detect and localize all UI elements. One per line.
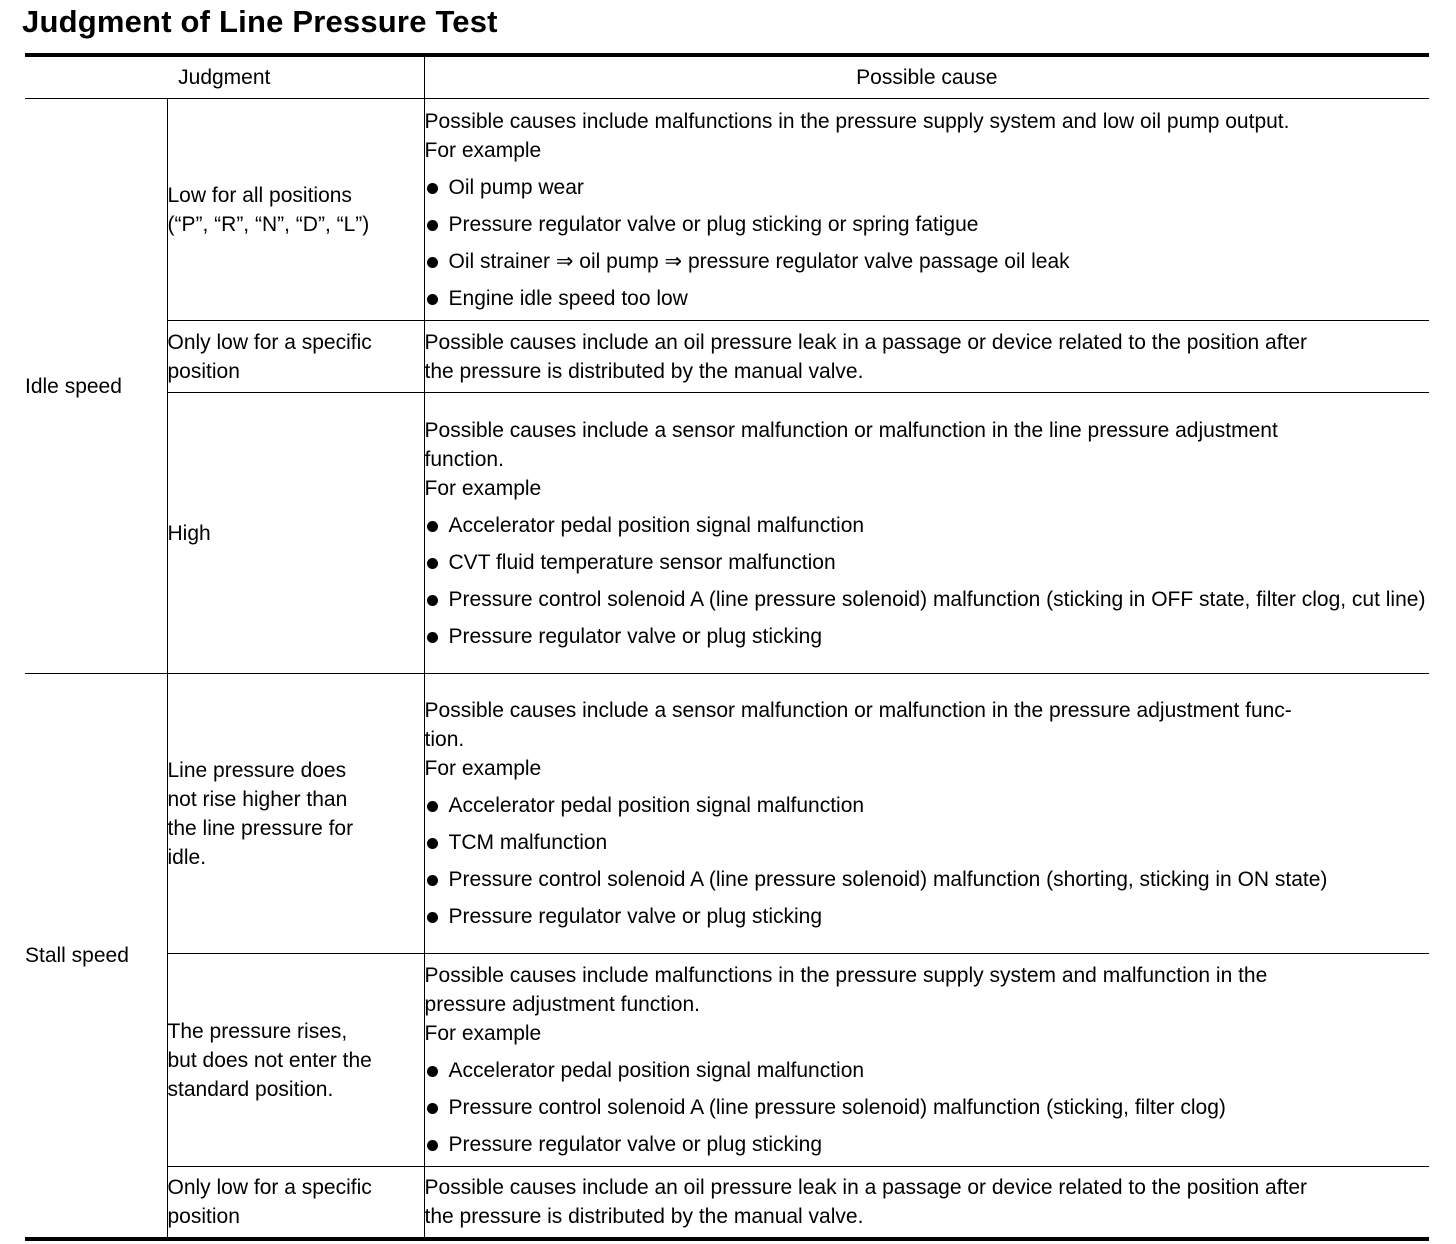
- cause-cell: [424, 954, 1429, 1167]
- table-row: [25, 99, 1429, 321]
- judgment-line: but does not enter the: [167, 1048, 372, 1072]
- cause-list: [425, 173, 1430, 313]
- cause-list-item: Pressure regulator valve or plug sticking: [425, 622, 1430, 651]
- cause-cell: [424, 321, 1429, 393]
- judgment-line: Line pressure does: [167, 758, 347, 782]
- cause-list-item: CVT fluid temperature sensor malfunction: [425, 548, 1430, 577]
- cause-text: function.: [424, 447, 504, 471]
- cause-list-item: Oil pump wear: [425, 173, 1430, 202]
- judgment-line: position: [167, 1204, 240, 1228]
- cause-text: Possible causes include malfunctions in the pressure supply system and low oil pump output.: [424, 109, 1290, 133]
- table-row: [25, 1167, 1429, 1239]
- table-row: [25, 954, 1429, 1167]
- cause-text: For example: [424, 1022, 542, 1045]
- page-title: Judgment of Line Pressure Test: [22, 4, 498, 39]
- cause-cell: [424, 674, 1429, 954]
- judgment-header: Judgment: [25, 55, 424, 99]
- judgment-line: not rise higher than: [167, 787, 348, 811]
- judgment-line: position: [167, 359, 240, 383]
- cause-list-item: Accelerator pedal position signal malfunction: [425, 791, 1430, 820]
- cause-text: Possible causes include a sensor malfunction or malfunction in the pressure adjustment func-: [424, 699, 1292, 722]
- cause-text: Possible causes include a sensor malfunction or malfunction in the line pressure adjustment: [424, 418, 1278, 442]
- cause-text: the pressure is distributed by the manual valve.: [424, 359, 864, 383]
- line-pressure-judgment-table: [25, 53, 1429, 1241]
- cause-text: For example: [424, 138, 542, 162]
- judgment-cell: [167, 954, 424, 1167]
- cause-list: [425, 1056, 1430, 1159]
- judgment-line: (“P”, “R”, “N”, “D”, “L”): [167, 212, 370, 236]
- judgment-line: the line pressure for: [167, 816, 354, 840]
- judgment-line: High: [167, 521, 211, 545]
- judgment-cell: [167, 1167, 424, 1239]
- table-header-row: [25, 55, 1429, 99]
- cause-text: For example: [424, 757, 542, 780]
- cause-list-item: Pressure control solenoid A (line pressure solenoid) malfunction (shorting, sticking in ON state): [425, 865, 1430, 894]
- cause-list-item: Accelerator pedal position signal malfunction: [425, 1056, 1430, 1085]
- cause-cell: [424, 393, 1429, 674]
- judgment-cell: [167, 674, 424, 954]
- judgment-line: The pressure rises,: [167, 1019, 348, 1043]
- cause-list: [425, 791, 1430, 931]
- table-row: [25, 321, 1429, 393]
- cause-list-item: Pressure control solenoid A (line pressure solenoid) malfunction (sticking in OFF state, filter clog, cut line): [425, 585, 1430, 614]
- cause-text: For example: [424, 476, 542, 500]
- cause-text: pressure adjustment function.: [424, 993, 700, 1016]
- judgment-line: Low for all positions: [167, 183, 352, 207]
- judgment-cell: [167, 393, 424, 674]
- cause-text: the pressure is distributed by the manual valve.: [424, 1204, 864, 1228]
- cause-text: Possible causes include an oil pressure leak in a passage or device related to the position after: [424, 1175, 1308, 1199]
- cause-list-item: Pressure regulator valve or plug sticking: [425, 902, 1430, 931]
- cause-list: [425, 511, 1430, 651]
- cause-cell: [424, 1167, 1429, 1239]
- cause-list-item: Engine idle speed too low: [425, 284, 1430, 313]
- cause-text: tion.: [424, 728, 465, 751]
- cause-list-item: Pressure control solenoid A (line pressure solenoid) malfunction (sticking, filter clog): [425, 1093, 1430, 1122]
- cause-list-item: TCM malfunction: [425, 828, 1430, 857]
- cause-list-item: Pressure regulator valve or plug sticking or spring fatigue: [425, 210, 1430, 239]
- judgment-line: Only low for a specific: [167, 1175, 372, 1199]
- cause-list-item: Pressure regulator valve or plug sticking: [425, 1130, 1430, 1159]
- cause-list-item: Accelerator pedal position signal malfunction: [425, 511, 1430, 540]
- judgment-line: Only low for a specific: [167, 330, 372, 354]
- judgment-cell: [167, 321, 424, 393]
- idle-speed-label: Idle speed: [25, 99, 167, 674]
- possible-cause-header: Possible cause: [424, 55, 1429, 99]
- stall-speed-label: Stall speed: [25, 674, 167, 1239]
- table-row: [25, 393, 1429, 674]
- table-row: [25, 674, 1429, 954]
- judgment-line: standard position.: [167, 1077, 334, 1101]
- judgment-cell: [167, 99, 424, 321]
- cause-text: Possible causes include malfunctions in the pressure supply system and malfunction in the: [424, 964, 1268, 987]
- cause-text: Possible causes include an oil pressure leak in a passage or device related to the position after: [424, 330, 1308, 354]
- cause-list-item: Oil strainer ⇒ oil pump ⇒ pressure regulator valve passage oil leak: [425, 247, 1430, 276]
- cause-cell: [424, 99, 1429, 321]
- judgment-line: idle.: [167, 845, 207, 869]
